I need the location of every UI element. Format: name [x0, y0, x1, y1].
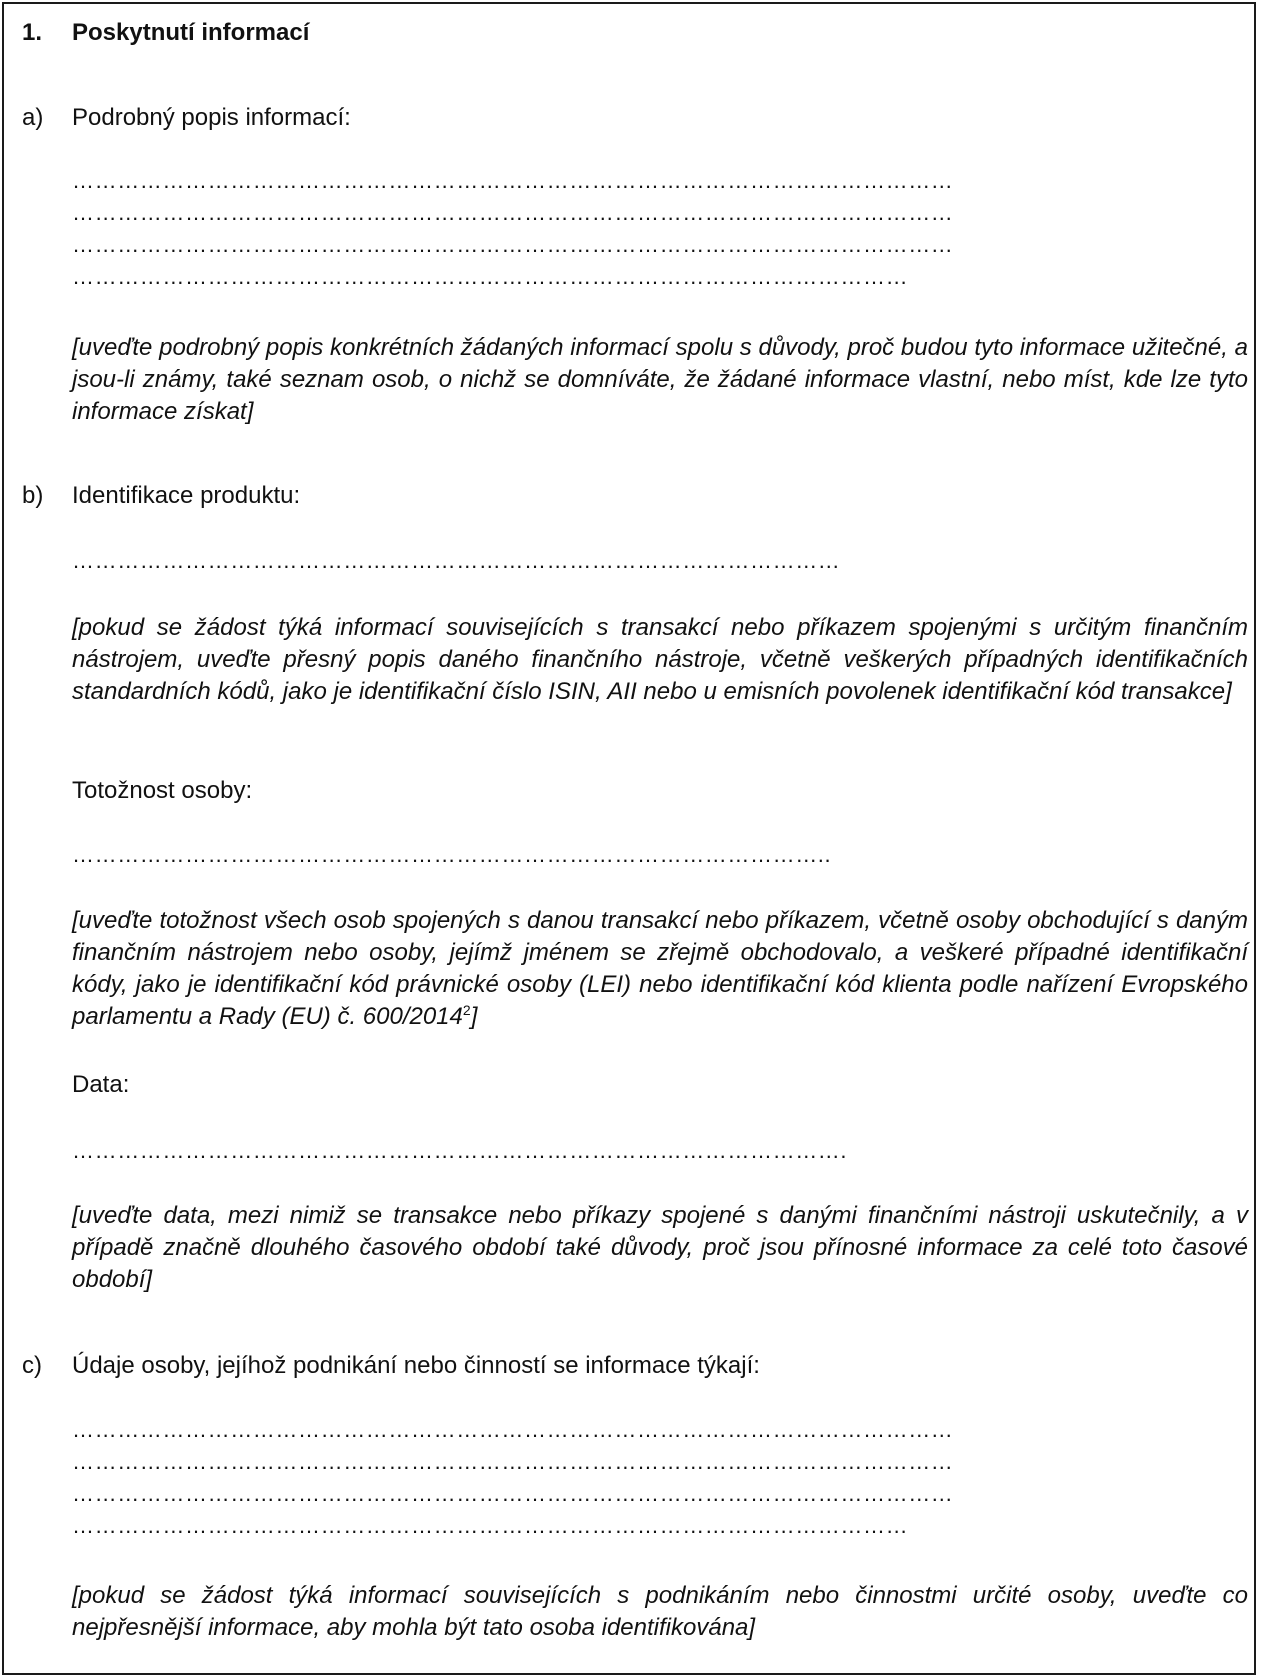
item-a-marker: a) — [22, 104, 44, 131]
data-fill-line[interactable]: …………………………………………………………………………………………. — [72, 1138, 848, 1163]
section-number: 1. — [22, 19, 43, 46]
item-a-label: Podrobný popis informací: — [72, 104, 351, 131]
item-c-fill-line-3[interactable]: ……………………………………………………………………………………………………… — [72, 1481, 954, 1506]
item-a-instruction: [uveďte podrobný popis konkrétních žádaných informací spolu s důvody, proč budou tyto informace užitečné, a jsou-li známy, také seznam osob, o nichž se domníváte, že žádané informace vlastní, nebo míst, kde lze tyto informace získat] — [72, 334, 1248, 425]
footnote-reference[interactable]: 2 — [462, 1002, 471, 1018]
item-b-label: Identifikace produktu: — [72, 482, 301, 509]
item-a-fill-line-1[interactable]: ……………………………………………………………………………………………………… — [72, 168, 954, 193]
item-c-fill-line-1[interactable]: ……………………………………………………………………………………………………… — [72, 1417, 954, 1442]
item-b-marker: b) — [22, 482, 44, 509]
item-c-marker: c) — [22, 1352, 42, 1379]
item-a-fill-line-2[interactable]: ……………………………………………………………………………………………………… — [72, 200, 954, 225]
identity-fill-line[interactable]: ……………………………………………………………………………………….. — [72, 842, 832, 867]
item-a-fill-line-4[interactable]: ………………………………………………………………………………………………… — [72, 264, 909, 289]
item-b-fill-line[interactable]: ………………………………………………………………………………………… — [72, 548, 841, 573]
identity-label: Totožnost osoby: — [72, 777, 253, 804]
data-label: Data: — [72, 1071, 130, 1098]
item-c-label: Údaje osoby, jejíhož podnikání nebo činností se informace týkají: — [72, 1352, 760, 1379]
item-a-fill-line-3[interactable]: ……………………………………………………………………………………………………… — [72, 232, 954, 257]
item-c-instruction: [pokud se žádost týká informací souvisejících s podnikáním nebo činnostmi určité osoby, uveďte co nejpřesnější informace, aby mohla být tato osoba identifikována] — [72, 1582, 1248, 1641]
item-c-fill-line-2[interactable]: ……………………………………………………………………………………………………… — [72, 1449, 954, 1474]
item-b-instruction: [pokud se žádost týká informací souvisejících s transakcí nebo příkazem spojenými s určitým finančním nástrojem, uveďte přesný popis daného finančního nástroje, včetně veškerých případných identifikačních standardních kódů, jako je identifikační číslo ISIN, AII nebo u emisních povolenek identifikační kód transakce] — [72, 614, 1248, 705]
data-instruction: [uveďte data, mezi nimiž se transakce nebo příkazy spojené s danými finančními nástroji uskutečnily, a v případě značně dlouhého časového období také důvody, proč jsou přínosné informace za celé toto časové období] — [72, 1202, 1248, 1293]
item-c-fill-line-4[interactable]: ………………………………………………………………………………………………… — [72, 1513, 909, 1538]
section-title: Poskytnutí informací — [72, 19, 310, 46]
identity-instruction: [uveďte totožnost všech osob spojených s danou transakcí nebo příkazem, včetně osoby obchodující s daným finančním nástrojem nebo osoby, jejímž jménem se zřejmě obchodovalo, a veškeré případné identifikační kódy, jako je identifikační kód právnické osoby (LEI) nebo identifikační kód klienta podle nařízení Evropského parlamentu a Rady (EU) č. 600/2014$^2$] — [72, 907, 1248, 1030]
